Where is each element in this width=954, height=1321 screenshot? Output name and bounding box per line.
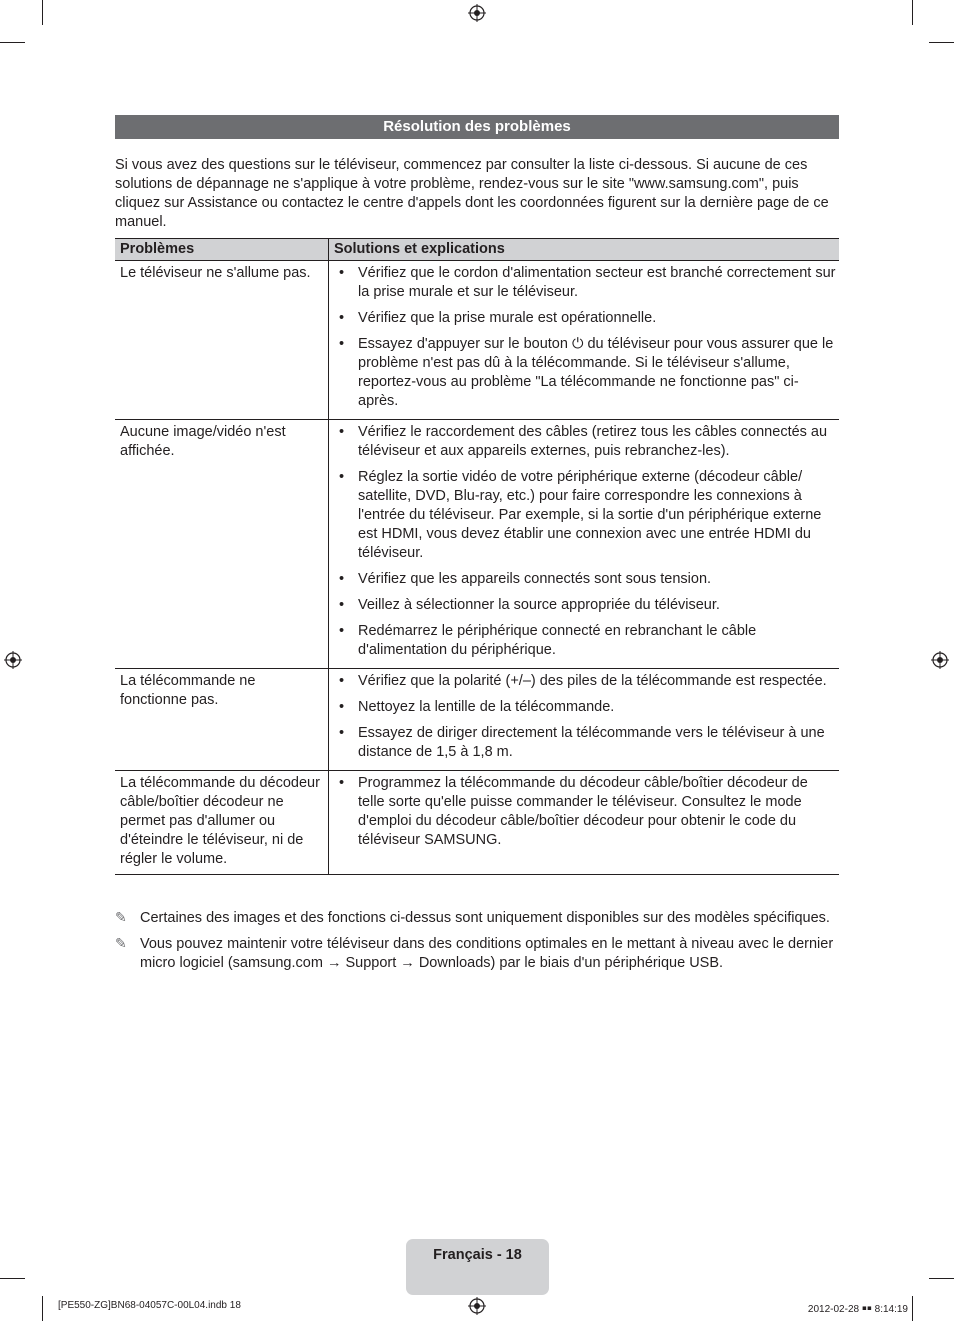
note-item bbox=[115, 909, 843, 928]
note-text: Certaines des images et des fonctions ci-dessus sont uniquement disponibles sur des modèles spécifiques. bbox=[140, 910, 830, 926]
crop-mark bbox=[929, 42, 954, 43]
bullet-icon: • bbox=[339, 673, 345, 689]
problem-cell: Le téléviseur ne s'allume pas. bbox=[115, 261, 329, 420]
solution-text: Nettoyez la lentille de la télécommande. bbox=[358, 699, 615, 715]
list-item bbox=[329, 774, 836, 850]
footer-file-info: [PE550-ZG]BN68-04057C-00L04.indb 18 bbox=[58, 1300, 241, 1311]
note-text: Vous pouvez maintenir votre téléviseur dans des conditions optimales en le mettant à niveau avec le dernier micro logiciel (samsung.com → Support → Downloads) par le biais d'un périphérique USB. bbox=[140, 936, 834, 971]
solution-list bbox=[329, 423, 836, 660]
list-item bbox=[329, 335, 836, 411]
bullet-icon: • bbox=[339, 310, 345, 326]
solution-text: Redémarrez le périphérique connecté en rebranchant le câble d'alimentation du périphérique. bbox=[358, 623, 757, 658]
solutions-cell bbox=[329, 669, 840, 771]
table-row bbox=[115, 261, 839, 420]
bullet-icon: • bbox=[339, 623, 345, 639]
solution-list bbox=[329, 672, 836, 762]
table-row bbox=[115, 771, 839, 875]
registration-mark-icon bbox=[468, 4, 486, 22]
registration-mark-icon bbox=[931, 651, 949, 669]
column-header-problems: Problèmes bbox=[115, 239, 329, 261]
solutions-cell bbox=[329, 420, 840, 669]
solution-text: Veillez à sélectionner la source appropriée du téléviseur. bbox=[358, 597, 720, 613]
column-header-solutions: Solutions et explications bbox=[329, 239, 840, 261]
bullet-icon: • bbox=[339, 597, 345, 613]
bullet-icon: • bbox=[339, 336, 345, 352]
bullet-icon: • bbox=[339, 424, 345, 440]
problem-cell: La télécommande ne fonctionne pas. bbox=[115, 669, 329, 771]
registration-mark-icon bbox=[468, 1297, 486, 1315]
section-title: Résolution des problèmes bbox=[115, 115, 839, 139]
problem-cell: Aucune image/vidéo n'est affichée. bbox=[115, 420, 329, 669]
list-item bbox=[329, 468, 836, 563]
list-item bbox=[329, 698, 836, 717]
solution-text: Essayez de diriger directement la télécommande vers le téléviseur à une distance de 1,5 à 1,8 m. bbox=[358, 725, 825, 760]
list-item bbox=[329, 724, 836, 762]
intro-paragraph: Si vous avez des questions sur le téléviseur, commencez par consulter la liste ci-dessous. Si aucune de ces solutions de dépannage ne s'applique à votre problème, rendez-vous sur le site "www.samsung.com", puis cliquez sur Assistance ou contactez le centre d'appels dont les coordonnées figurent sur la dernière page de ce manuel. bbox=[115, 157, 829, 230]
list-item bbox=[329, 423, 836, 461]
bullet-icon: • bbox=[339, 571, 345, 587]
bullet-icon: • bbox=[339, 469, 345, 485]
crop-mark bbox=[0, 1278, 25, 1279]
bullet-icon: • bbox=[339, 725, 345, 741]
list-item bbox=[329, 672, 836, 691]
table-row bbox=[115, 669, 839, 771]
crop-mark bbox=[42, 0, 43, 25]
solution-text: Programmez la télécommande du décodeur câble/boîtier décodeur de telle sorte qu'elle puisse commander le téléviseur. Consultez le mode d'emploi du décodeur câble/boîtier décodeur pour obtenir le code du téléviseur SAMSUNG. bbox=[358, 775, 808, 848]
list-item bbox=[329, 596, 836, 615]
solution-text: Vérifiez que les appareils connectés sont sous tension. bbox=[358, 571, 712, 587]
crop-mark bbox=[912, 1296, 913, 1321]
crop-mark bbox=[929, 1278, 954, 1279]
list-item bbox=[329, 309, 836, 328]
list-item bbox=[329, 570, 836, 589]
note-pencil-icon: ✎ bbox=[115, 936, 127, 952]
solution-text: Vérifiez le raccordement des câbles (retirez tous les câbles connectés au téléviseur et aux appareils externes, puis rebranchez-les). bbox=[358, 424, 828, 459]
troubleshooting-table bbox=[115, 238, 839, 875]
page-number-tab: Français - 18 bbox=[406, 1239, 549, 1295]
footer-timestamp: 2012-02-28 ￭￭ 8:14:19 bbox=[807, 1304, 908, 1315]
list-item bbox=[329, 622, 836, 660]
solution-text: Vérifiez que la prise murale est opérationnelle. bbox=[358, 310, 657, 326]
solution-list bbox=[329, 264, 836, 411]
crop-mark bbox=[0, 42, 25, 43]
solution-text: Réglez la sortie vidéo de votre périphérique externe (décodeur câble/ satellite, DVD, Blu-ray, etc.) pour faire correspondre les connexions à l'entrée du téléviseur. Par exemple, si la sortie d'un périphérique externe est HDMI, vous devez établir une connexion avec une entrée HDMI du téléviseur. bbox=[358, 469, 822, 561]
table-row bbox=[115, 420, 839, 669]
table-header-row bbox=[115, 239, 839, 261]
solution-list bbox=[329, 774, 836, 850]
crop-mark bbox=[42, 1296, 43, 1321]
note-pencil-icon: ✎ bbox=[115, 910, 127, 926]
registration-mark-icon bbox=[4, 651, 22, 669]
bullet-icon: • bbox=[339, 775, 345, 791]
note-item bbox=[115, 935, 843, 973]
solution-text: Vérifiez que le cordon d'alimentation secteur est branché correctement sur la prise murale et sur le téléviseur. bbox=[358, 265, 836, 300]
list-item bbox=[329, 264, 836, 302]
bullet-icon: • bbox=[339, 699, 345, 715]
solution-text: Vérifiez que la polarité (+/–) des piles de la télécommande est respectée. bbox=[358, 673, 827, 689]
bullet-icon: • bbox=[339, 265, 345, 281]
solutions-cell bbox=[329, 261, 840, 420]
crop-mark bbox=[912, 0, 913, 25]
solution-text: Essayez d'appuyer sur le bouton ⏻ du téléviseur pour vous assurer que le problème n'est pas dû à la télécommande. Si le téléviseur s'allume, reportez-vous au problème "La télécommande ne fonctionne pas" ci-après. bbox=[358, 336, 834, 409]
notes-section bbox=[115, 909, 843, 980]
problem-cell: La télécommande du décodeur câble/boîtier décodeur ne permet pas d'allumer ou d'éteindre le téléviseur, ni de régler le volume. bbox=[115, 771, 329, 875]
solutions-cell bbox=[329, 771, 840, 875]
